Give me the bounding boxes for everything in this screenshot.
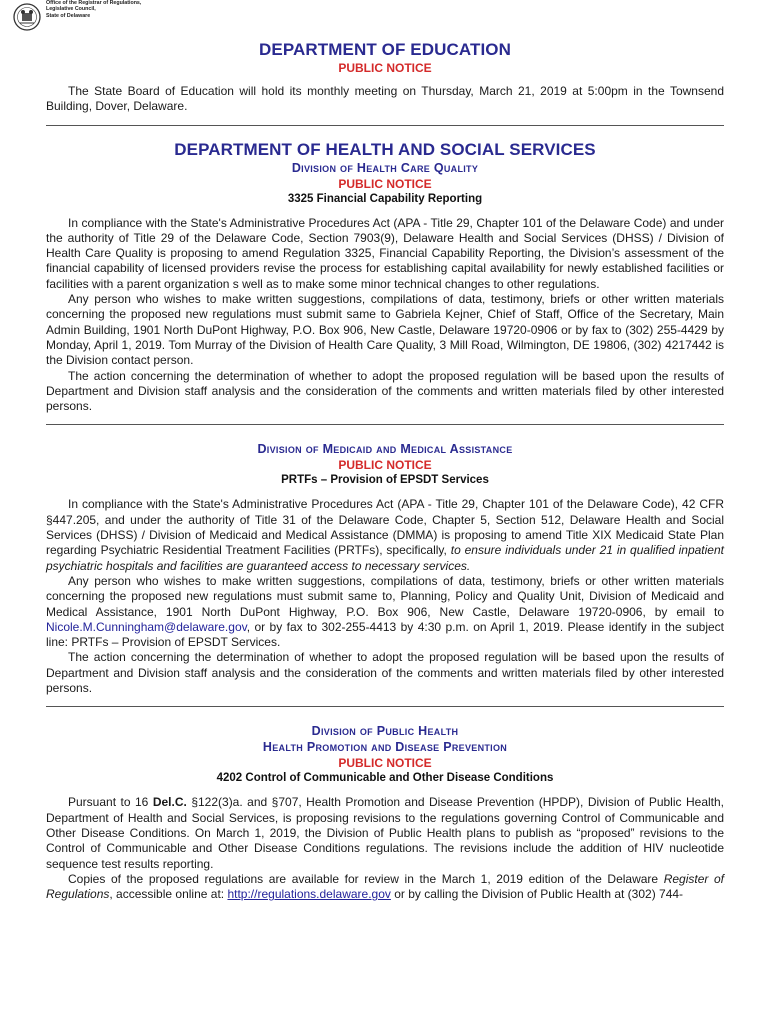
dph-paragraph-2 bbox=[46, 872, 724, 903]
register-office-text bbox=[46, 0, 141, 19]
hcq-division-heading: Division of Health Care Quality bbox=[291, 160, 479, 175]
dmma-paragraph-1 bbox=[46, 497, 724, 573]
dmma-public-notice: PUBLIC NOTICE bbox=[338, 458, 432, 473]
dph-paragraph-2-rest: or by calling the Division of Public Health at (302) 744- bbox=[390, 887, 684, 902]
dmma-paragraph-2 bbox=[46, 574, 724, 650]
dmma-paragraph-1-italic: to ensure individuals under 21 in qualified inpatient psychiatric hospitals and facilities are guaranteed access to necessary services. bbox=[46, 543, 724, 573]
dmma-paragraph-2-text: Any person who wishes to make written suggestions, compilations of data, testimony, briefs or other written materials concerning the proposed new regulations must submit same to, Planning, Policy and Quality Unit, Division of Medicaid and Medical Assistance, 1901 North DuPont Highway, P.O. Box 906, New Castle, Delaware 19720-0906, by email to bbox=[46, 573, 724, 619]
dmma-regulation-title: PRTFs – Provision of EPSDT Services bbox=[281, 474, 489, 487]
dmma-paragraph-1-text: In compliance with the State's Administrative Procedures Act (APA - Title 29, Chapter 101 of the Delaware Code), 42 CFR §447.205, and under the authority of Title 31 of the Delaware Code, Chapter 5, Section 512, Delaware Health and Social Services (DHSS) / Division of Medicaid and Medical Assistance (DMMA) is proposing to amend Title XIX Medicaid State Plan regarding Psychiatric Residential Treatment Facilities (PRTFs), specifically, bbox=[46, 497, 724, 558]
dph-subdivision-heading: Health Promotion and Disease Prevention bbox=[262, 740, 508, 755]
hcq-regulation-title: 3325 Financial Capability Reporting bbox=[287, 192, 483, 205]
register-office-line: Legislative Council, bbox=[46, 6, 96, 13]
hcq-paragraph-3: The action concerning the determination of whether to adopt the proposed regulation will be based upon the results of Department and Division staff analysis and the consideration of the comments and written materials filed by other interested persons. bbox=[46, 368, 724, 414]
dph-paragraph-1-bold: Del.C. bbox=[152, 795, 187, 810]
dph-register-italic: Register of Regulations bbox=[46, 871, 724, 902]
hcq-paragraph-1: In compliance with the State's Administrative Procedures Act (APA - Title 29, Chapter 101 of the Delaware Code) and under the authority of Title 29 of the Delaware Code, Section 7903(9), Delaware Health and Social Services (DHSS) / Division of Health Care Quality is proposing to amend Regulation 3325, Financial Capability Reporting, the Division’s assessment of the financial capability of licensed providers revise the process for establishing capital availability for newly established facilities or facilities with a parent organization s well as to make some minor technical changes to other regulations. bbox=[46, 215, 724, 291]
dph-paragraph-2-text: Copies of the proposed regulations are available for review in the March 1, 2019 edition of the Delaware bbox=[68, 871, 664, 886]
dmma-paragraph-2-rest: , or by fax to 302-255-4413 by 4:30 p.m. on April 1, 2019. Please identify in the subject line: PRTFs – Provision of EPSDT Services. bbox=[46, 619, 724, 650]
register-office-line: Office of the Registrar of Regulations, bbox=[46, 0, 142, 6]
dph-paragraph-1-text: Pursuant to 16 bbox=[68, 795, 153, 810]
dph-regulation-title: 4202 Control of Communicable and Other Disease Conditions bbox=[216, 772, 554, 785]
doe-public-notice: PUBLIC NOTICE bbox=[338, 61, 432, 75]
dmma-paragraph-3: The action concerning the determination of whether to adopt the proposed regulation will be based upon the results of Department and Division staff analysis and the consideration of the comments and written materials filed by other interested persons. bbox=[46, 650, 724, 696]
register-office-line: State of Delaware bbox=[46, 12, 91, 19]
document-page bbox=[46, 22, 724, 902]
section-divider bbox=[46, 706, 724, 707]
hcq-paragraph-2: Any person who wishes to make written suggestions, compilations of data, testimony, briefs or other written materials concerning the proposed new regulations must submit same to Gabriela Kejner, Chief of Staff, Office of the Secretary, Main Admin Building, 1901 North DuPont Highway, P.O. Box 906, New Castle, Delaware 19720-0906 or by fax to (302) 255-4429 by Monday, April 1, 2019. Tom Murray of the Division of Health Care Quality, 3 Mill Road, Wilmington, DE 19806, (302) 4217442 is the Division contact person. bbox=[46, 292, 724, 368]
dph-division-heading: Division of Public Health bbox=[311, 724, 459, 739]
regulations-website-link[interactable]: http://regulations.delaware.gov bbox=[227, 887, 391, 902]
dph-public-notice: PUBLIC NOTICE bbox=[338, 756, 432, 771]
dph-paragraph-2-mid: , accessible online at: bbox=[109, 887, 228, 902]
section-divider bbox=[46, 125, 724, 126]
doe-title: DEPARTMENT OF EDUCATION bbox=[259, 40, 511, 59]
dmma-division-heading: Division of Medicaid and Medical Assistance bbox=[257, 442, 513, 457]
hcq-public-notice: PUBLIC NOTICE bbox=[338, 176, 432, 191]
doe-notice-text: The State Board of Education will hold its monthly meeting on Thursday, March 21, 2019 at 5:00pm in the Townsend Building, Dover, Delaware. bbox=[46, 84, 724, 114]
delaware-seal-icon bbox=[13, 3, 41, 31]
dph-paragraph-1 bbox=[46, 795, 724, 871]
dhss-title: DEPARTMENT OF HEALTH AND SOCIAL SERVICES bbox=[174, 139, 596, 159]
section-divider bbox=[46, 424, 724, 425]
dmma-email-link[interactable]: Nicole.M.Cunningham@delaware.gov bbox=[46, 619, 247, 634]
dph-paragraph-1-rest: §122(3)a. and §707, Health Promotion and Disease Prevention (HPDP), Division of Public Health, Department of Health and Social Services, is proposing revisions to the regulations governing Control of Communicable and Other Disease Conditions. On March 1, 2019, the Division of Public Health plans to publish as “proposed” revisions to the Control of Communicable and Other Disease Conditions regulations. The revisions include the addition of HIV nucleotide sequence test results reporting. bbox=[46, 795, 724, 871]
